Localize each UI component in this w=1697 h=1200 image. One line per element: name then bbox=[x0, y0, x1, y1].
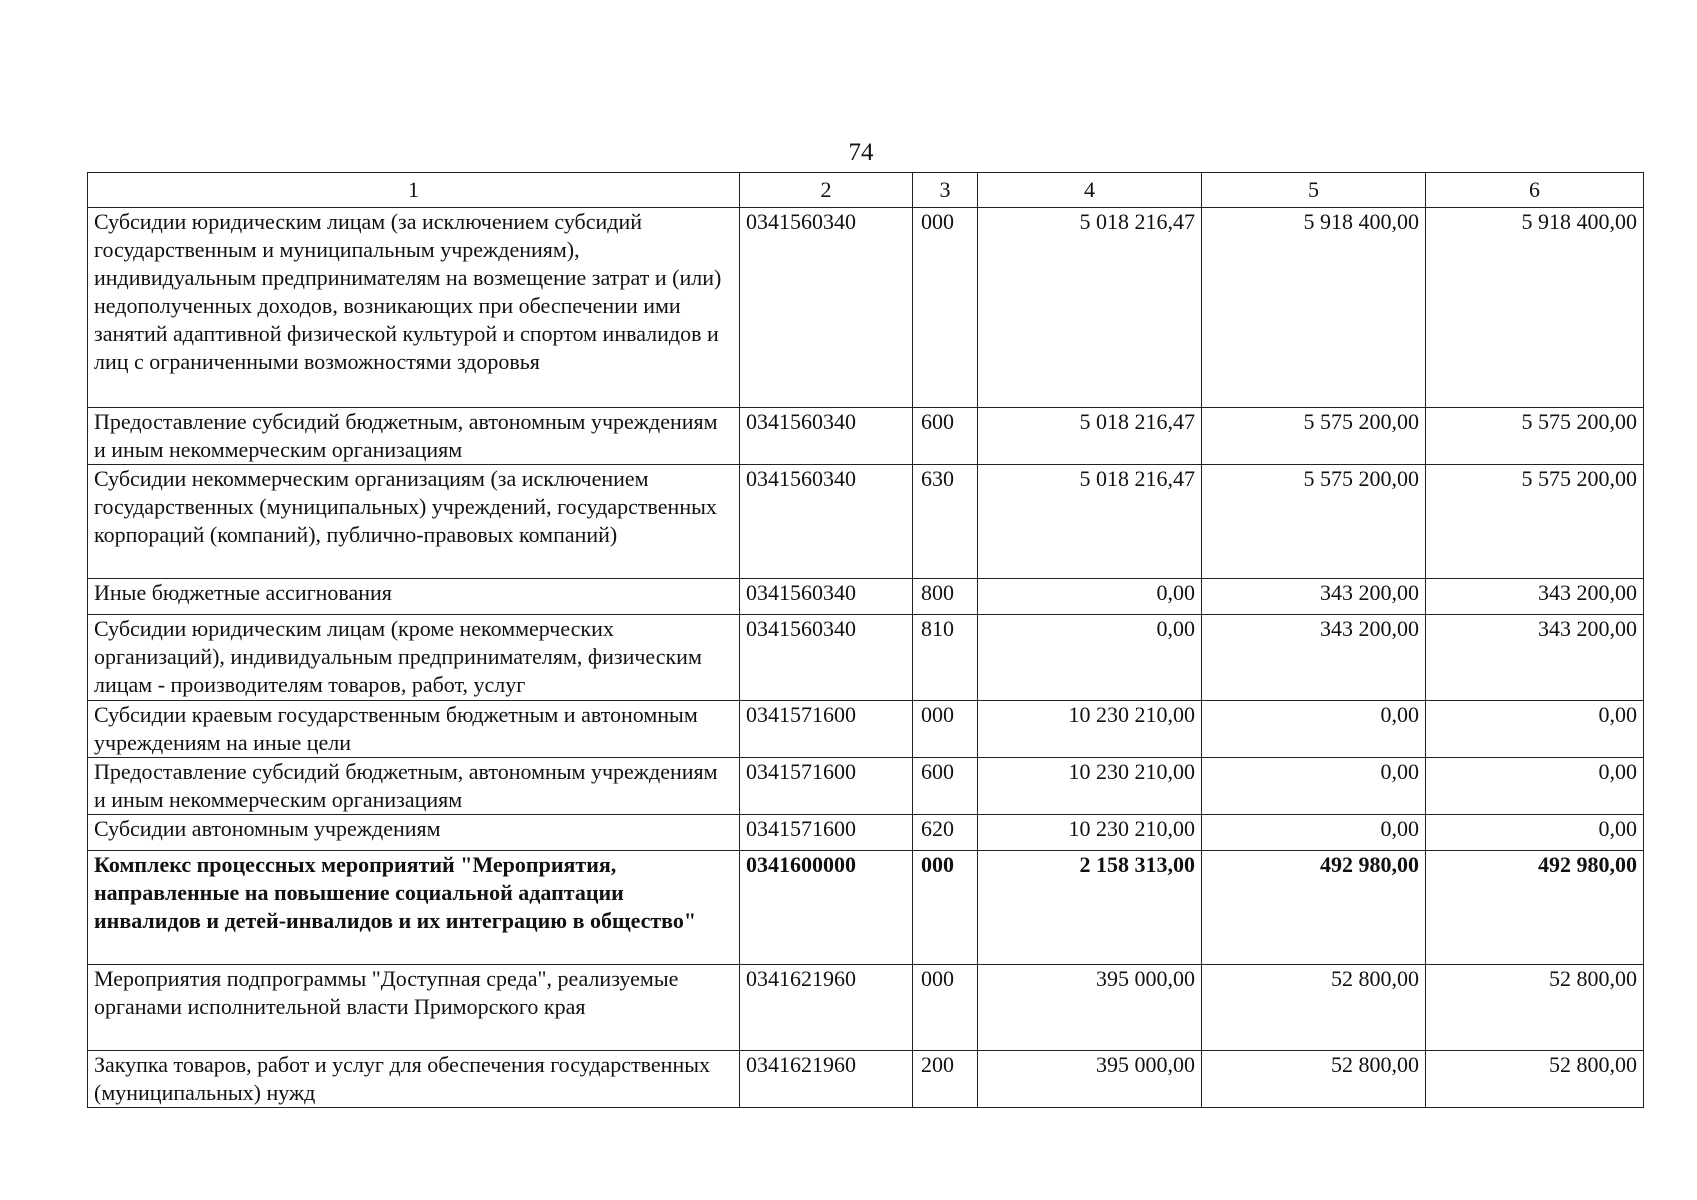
row-vr-code: 000 bbox=[913, 851, 978, 965]
row-vr-code: 630 bbox=[913, 465, 978, 579]
row-value-2: 0,00 bbox=[1202, 701, 1426, 758]
row-value-2: 52 800,00 bbox=[1202, 965, 1426, 1051]
row-value-1: 10 230 210,00 bbox=[978, 701, 1202, 758]
row-value-1: 5 018 216,47 bbox=[978, 208, 1202, 408]
row-name: Предоставление субсидий бюджетным, автономным учреждениям и иным некоммерческим организациям bbox=[88, 758, 740, 815]
table-row bbox=[88, 465, 1644, 579]
row-name: Субсидии краевым государственным бюджетным и автономным учреждениям на иные цели bbox=[88, 701, 740, 758]
row-value-2: 0,00 bbox=[1202, 815, 1426, 851]
column-header: 5 bbox=[1202, 173, 1426, 208]
row-value-3: 5 918 400,00 bbox=[1426, 208, 1644, 408]
row-value-1: 10 230 210,00 bbox=[978, 815, 1202, 851]
row-value-1: 395 000,00 bbox=[978, 1051, 1202, 1108]
row-name: Предоставление субсидий бюджетным, автономным учреждениям и иным некоммерческим организациям bbox=[88, 408, 740, 465]
row-csr-code: 0341600000 bbox=[740, 851, 913, 965]
row-value-1: 5 018 216,47 bbox=[978, 465, 1202, 579]
table-row bbox=[88, 1051, 1644, 1108]
row-value-3: 343 200,00 bbox=[1426, 579, 1644, 615]
column-header: 6 bbox=[1426, 173, 1644, 208]
row-csr-code: 0341560340 bbox=[740, 408, 913, 465]
row-value-1: 0,00 bbox=[978, 615, 1202, 701]
row-vr-code: 000 bbox=[913, 208, 978, 408]
table-header-row bbox=[88, 173, 1644, 208]
row-value-1: 10 230 210,00 bbox=[978, 758, 1202, 815]
row-value-1: 2 158 313,00 bbox=[978, 851, 1202, 965]
row-csr-code: 0341621960 bbox=[740, 1051, 913, 1108]
row-value-3: 0,00 bbox=[1426, 815, 1644, 851]
row-value-3: 5 575 200,00 bbox=[1426, 465, 1644, 579]
row-vr-code: 620 bbox=[913, 815, 978, 851]
table-row bbox=[88, 408, 1644, 465]
column-header: 1 bbox=[88, 173, 740, 208]
table-row bbox=[88, 701, 1644, 758]
table-row bbox=[88, 615, 1644, 701]
row-csr-code: 0341571600 bbox=[740, 701, 913, 758]
table-row bbox=[88, 965, 1644, 1051]
row-value-3: 492 980,00 bbox=[1426, 851, 1644, 965]
row-value-2: 343 200,00 bbox=[1202, 579, 1426, 615]
row-vr-code: 000 bbox=[913, 701, 978, 758]
column-header: 4 bbox=[978, 173, 1202, 208]
row-value-2: 5 918 400,00 bbox=[1202, 208, 1426, 408]
row-vr-code: 810 bbox=[913, 615, 978, 701]
row-csr-code: 0341621960 bbox=[740, 965, 913, 1051]
row-csr-code: 0341571600 bbox=[740, 815, 913, 851]
table-row bbox=[88, 579, 1644, 615]
row-value-1: 5 018 216,47 bbox=[978, 408, 1202, 465]
table-row bbox=[88, 208, 1644, 408]
row-csr-code: 0341560340 bbox=[740, 579, 913, 615]
column-header: 3 bbox=[913, 173, 978, 208]
row-value-2: 5 575 200,00 bbox=[1202, 465, 1426, 579]
row-value-3: 343 200,00 bbox=[1426, 615, 1644, 701]
row-value-2: 5 575 200,00 bbox=[1202, 408, 1426, 465]
table-row-section bbox=[88, 851, 1644, 965]
row-value-1: 0,00 bbox=[978, 579, 1202, 615]
row-vr-code: 600 bbox=[913, 758, 978, 815]
budget-table bbox=[87, 172, 1644, 1108]
row-value-3: 52 800,00 bbox=[1426, 1051, 1644, 1108]
row-vr-code: 200 bbox=[913, 1051, 978, 1108]
row-value-3: 0,00 bbox=[1426, 758, 1644, 815]
row-name: Мероприятия подпрограммы "Доступная среда", реализуемые органами исполнительной власти Приморского края bbox=[88, 965, 740, 1051]
row-csr-code: 0341560340 bbox=[740, 465, 913, 579]
row-name: Субсидии автономным учреждениям bbox=[88, 815, 740, 851]
row-value-2: 52 800,00 bbox=[1202, 1051, 1426, 1108]
row-value-3: 5 575 200,00 bbox=[1426, 408, 1644, 465]
row-value-2: 492 980,00 bbox=[1202, 851, 1426, 965]
row-name: Комплекс процессных мероприятий "Мероприятия, направленные на повышение социальной адаптации инвалидов и детей-инвалидов и их интеграцию в общество" bbox=[88, 851, 740, 965]
page-number: 74 bbox=[848, 139, 874, 166]
row-name: Субсидии юридическим лицам (за исключением субсидий государственным и муниципальным учреждениям), индивидуальным предпринимателям на возмещение затрат и (или) недополученных доходов, возникающих при обеспечении ими занятий адаптивной физической культурой и спортом инвалидов и лиц с ограниченными возможностями здоровья bbox=[88, 208, 740, 408]
column-header: 2 bbox=[740, 173, 913, 208]
row-value-2: 0,00 bbox=[1202, 758, 1426, 815]
table-row bbox=[88, 758, 1644, 815]
row-name: Субсидии юридическим лицам (кроме некоммерческих организаций), индивидуальным предпринимателям, физическим лицам - производителям товаров, работ, услуг bbox=[88, 615, 740, 701]
row-vr-code: 600 bbox=[913, 408, 978, 465]
row-vr-code: 800 bbox=[913, 579, 978, 615]
row-csr-code: 0341560340 bbox=[740, 208, 913, 408]
row-csr-code: 0341571600 bbox=[740, 758, 913, 815]
row-vr-code: 000 bbox=[913, 965, 978, 1051]
row-value-3: 52 800,00 bbox=[1426, 965, 1644, 1051]
row-value-1: 395 000,00 bbox=[978, 965, 1202, 1051]
row-value-3: 0,00 bbox=[1426, 701, 1644, 758]
table-row bbox=[88, 815, 1644, 851]
row-value-2: 343 200,00 bbox=[1202, 615, 1426, 701]
row-csr-code: 0341560340 bbox=[740, 615, 913, 701]
row-name: Иные бюджетные ассигнования bbox=[88, 579, 740, 615]
row-name: Субсидии некоммерческим организациям (за исключением государственных (муниципальных) учреждений, государственных корпораций (компаний), публично-правовых компаний) bbox=[88, 465, 740, 579]
row-name: Закупка товаров, работ и услуг для обеспечения государственных (муниципальных) нужд bbox=[88, 1051, 740, 1108]
